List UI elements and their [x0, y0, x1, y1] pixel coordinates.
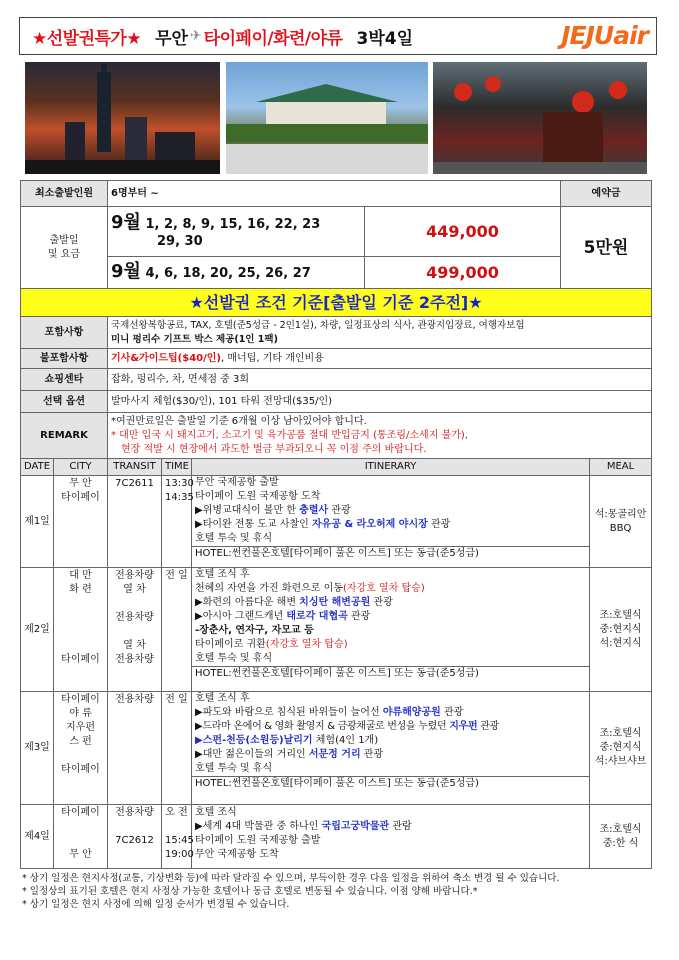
day3-row — [21, 692, 652, 805]
day3-hotel: HOTEL:썬컨풀온호텔[타이페이 풀온 이스트] 또는 동급(준5성급) — [192, 776, 589, 791]
day4-city: 타이페이 무 안 — [54, 805, 108, 869]
taipei-101-night-photo — [25, 62, 220, 174]
day1-time: 13:30 14:35 — [162, 476, 192, 568]
footnote-2: * 일정상의 표기된 호텔은 현지 사정상 가능한 호텔이나 동급 호텔로 변동될 수 있습니다. 이점 양해 바랍니다.* — [22, 886, 478, 897]
exclude-value: 기사&가이드팁($40/인), 매너팁, 기타 개인비용 — [108, 349, 652, 369]
month-1: 9월 — [111, 211, 141, 233]
shopping-row — [21, 369, 652, 391]
day1-itinerary: 무안 국제공항 출발 타이페이 도원 국제공항 도착 ▶위병교대식이 볼만 한 충렬사 관광 ▶타이완 전통 도교 사찰인 자유공 & 라오허제 야시장 관광 호텔 투숙 및 휴식 HOTEL:썬컨풀온호텔[타이페이 풀온 이스트] 또는 동급(준5성급) — [192, 476, 590, 568]
day2-city: 대 만 화 련 타이페이 — [54, 568, 108, 692]
remark-row — [21, 413, 652, 459]
airline-logo: JEJUair — [561, 21, 648, 50]
footnote-1: * 상기 일정은 현지사정(교통, 기상변화 등)에 따라 달라질 수 있으며, 부득이한 경우 다음 일정을 위하여 축소 변경 될 수 있습니다. — [22, 873, 560, 884]
day1-row — [21, 476, 652, 568]
tour-table — [20, 180, 652, 869]
header-duration: 3박4일 — [356, 28, 413, 49]
day2-transit: 전용차량 열 차 전용차량 열 차 전용차량 — [108, 568, 162, 692]
include-label: 포함사항 — [21, 317, 108, 349]
header-bar — [19, 17, 657, 55]
min-people-label: 최소출발인원 — [21, 181, 108, 207]
day2-hotel: HOTEL:썬컨풀온호텔[타이페이 풀온 이스트] 또는 동급(준5성급) — [192, 666, 589, 681]
day3-transit: 전용차량 — [108, 692, 162, 805]
day2-meal: 조:호텔식 중:현지식 석:현지식 — [590, 568, 652, 692]
day2-time: 전 일 — [162, 568, 192, 692]
min-people-row — [21, 181, 652, 207]
remark-label: REMARK — [21, 413, 108, 459]
col-time: TIME — [162, 459, 192, 476]
day1-transit: 7C2611 — [108, 476, 162, 568]
condition-banner: ★선발권 조건 기준[출발일 기준 2주전]★ — [21, 289, 652, 317]
day3-date: 제3일 — [21, 692, 54, 805]
footnote-3: * 상기 일정은 현지 사정에 의해 일정 순서가 변경될 수 있습니다. — [22, 899, 290, 910]
days-1: 1, 2, 8, 9, 15, 16, 22, 23 — [145, 216, 321, 232]
national-palace-museum-photo — [226, 62, 428, 174]
col-date: DATE — [21, 459, 54, 476]
day4-meal: 조:호텔식 중:한 식 — [590, 805, 652, 869]
day1-meal: 석:몽골리안 BBQ — [590, 476, 652, 568]
dates-label: 출발일 및 요금 — [21, 207, 108, 289]
include-row — [21, 317, 652, 349]
shopping-label: 쇼핑센타 — [21, 369, 108, 391]
day3-itinerary: 호텔 조식 후 ▶파도와 바람으로 침식된 바위들이 늘어선 야류해양공원 관광 ▶드라마 온에어 & 영화 촬영지 & 금광채굴로 번성을 누렸던 지우펀 관광 ▶스펀-천등(소원등)날리기 체험(4인 1개) ▶대만 젊은이들의 거리인 서문정 거리 관광 호텔 투숙 및 휴식 HOTEL:썬컨풀온호텔[타이페이 풀온 이스트] 또는 동급(준5성급) — [192, 692, 590, 805]
jiufen-lanterns-photo — [433, 62, 647, 174]
day4-time: 오 전 15:45 19:00 — [162, 805, 192, 869]
min-people-value: 6명부터 ~ — [108, 181, 561, 207]
price-1: 449,000 — [365, 207, 561, 257]
date-row-1 — [21, 207, 652, 257]
condition-row — [21, 289, 652, 317]
itinerary-header-row — [21, 459, 652, 476]
option-label: 선택 옵션 — [21, 391, 108, 413]
day2-itinerary: 호텔 조식 후 천혜의 자연을 가진 화련으로 이동(자강호 열차 탑승) ▶화련의 아름다운 해변 치싱탄 해변공원 관광 ▶아시아 그랜드캐년 태로각 대협곡 관광 -장춘사, 연자구, 자모교 등 타이페이로 귀환(자강호 열차 탑승) 호텔 투숙 및 휴식 HOTEL:썬컨풀온호텔[타이페이 풀온 이스트] 또는 동급(준5성급) — [192, 568, 590, 692]
price-2: 499,000 — [365, 257, 561, 289]
header-destinations: 타이페이/화련/야류 — [203, 28, 343, 49]
day1-date: 제1일 — [21, 476, 54, 568]
day2-date: 제2일 — [21, 568, 54, 692]
date-row-2 — [21, 257, 652, 289]
header-origin: 무안 — [155, 28, 188, 49]
shopping-value: 잡화, 펑리수, 차, 면세점 중 3회 — [108, 369, 652, 391]
day4-itinerary: 호텔 조식 ▶세계 4대 박물관 중 하나인 국립고궁박물관 관람 타이페이 도원 국제공항 출발 무안 국제공항 도착 — [192, 805, 590, 869]
col-transit: TRANSIT — [108, 459, 162, 476]
day1-city: 무 안 타이페이 — [54, 476, 108, 568]
day4-row — [21, 805, 652, 869]
remark-value: *여권만료일은 출발일 기준 6개월 이상 남아있어야 합니다. * 대만 입국 시 돼지고기, 소고기 및 육가공품 절대 반입금지 (통조림/소세지 불가), 현장 적발 시 현장에서 과도한 벌금 부과되오니 꼭 이점 주의 바랍니다. — [108, 413, 652, 459]
option-value: 발마사지 체험($30/인), 101 타워 전망대($35/인) — [108, 391, 652, 413]
exclude-row — [21, 349, 652, 369]
footnotes — [22, 872, 652, 911]
days-2: 4, 6, 18, 20, 25, 26, 27 — [145, 265, 311, 281]
exclude-label: 불포함사항 — [21, 349, 108, 369]
header-title-prefix: ★선발권특가★ — [32, 28, 142, 49]
deposit-label: 예약금 — [561, 181, 652, 207]
dates-cell-2 — [108, 257, 365, 289]
day3-time: 전 일 — [162, 692, 192, 805]
day1-hotel: HOTEL:썬컨풀온호텔[타이페이 풀온 이스트] 또는 동급(준5성급) — [192, 546, 589, 561]
month-2: 9월 — [111, 260, 141, 282]
deposit-value: 5만원 — [561, 207, 652, 289]
day4-date: 제4일 — [21, 805, 54, 869]
col-city: CITY — [54, 459, 108, 476]
days-1b: 29, 30 — [157, 233, 203, 249]
include-value: 국제선왕복항공료, TAX, 호텔(준5성급 - 2인1실), 차량, 일정표상의 식사, 관광지입장료, 여행자보험 미니 펑리수 기프트 박스 제공(1인 1팩) — [108, 317, 652, 349]
day4-transit: 전용차량 7C2612 — [108, 805, 162, 869]
option-row — [21, 391, 652, 413]
plane-icon: ✈ — [189, 28, 202, 44]
dates-cell-1 — [108, 207, 365, 257]
day3-city: 타이페이 야 류 지우펀 스 펀 타이페이 — [54, 692, 108, 805]
col-meal: MEAL — [590, 459, 652, 476]
day2-row — [21, 568, 652, 692]
day3-meal: 조:호텔식 중:현지식 석:샤브샤브 — [590, 692, 652, 805]
col-itinerary: ITINERARY — [192, 459, 590, 476]
